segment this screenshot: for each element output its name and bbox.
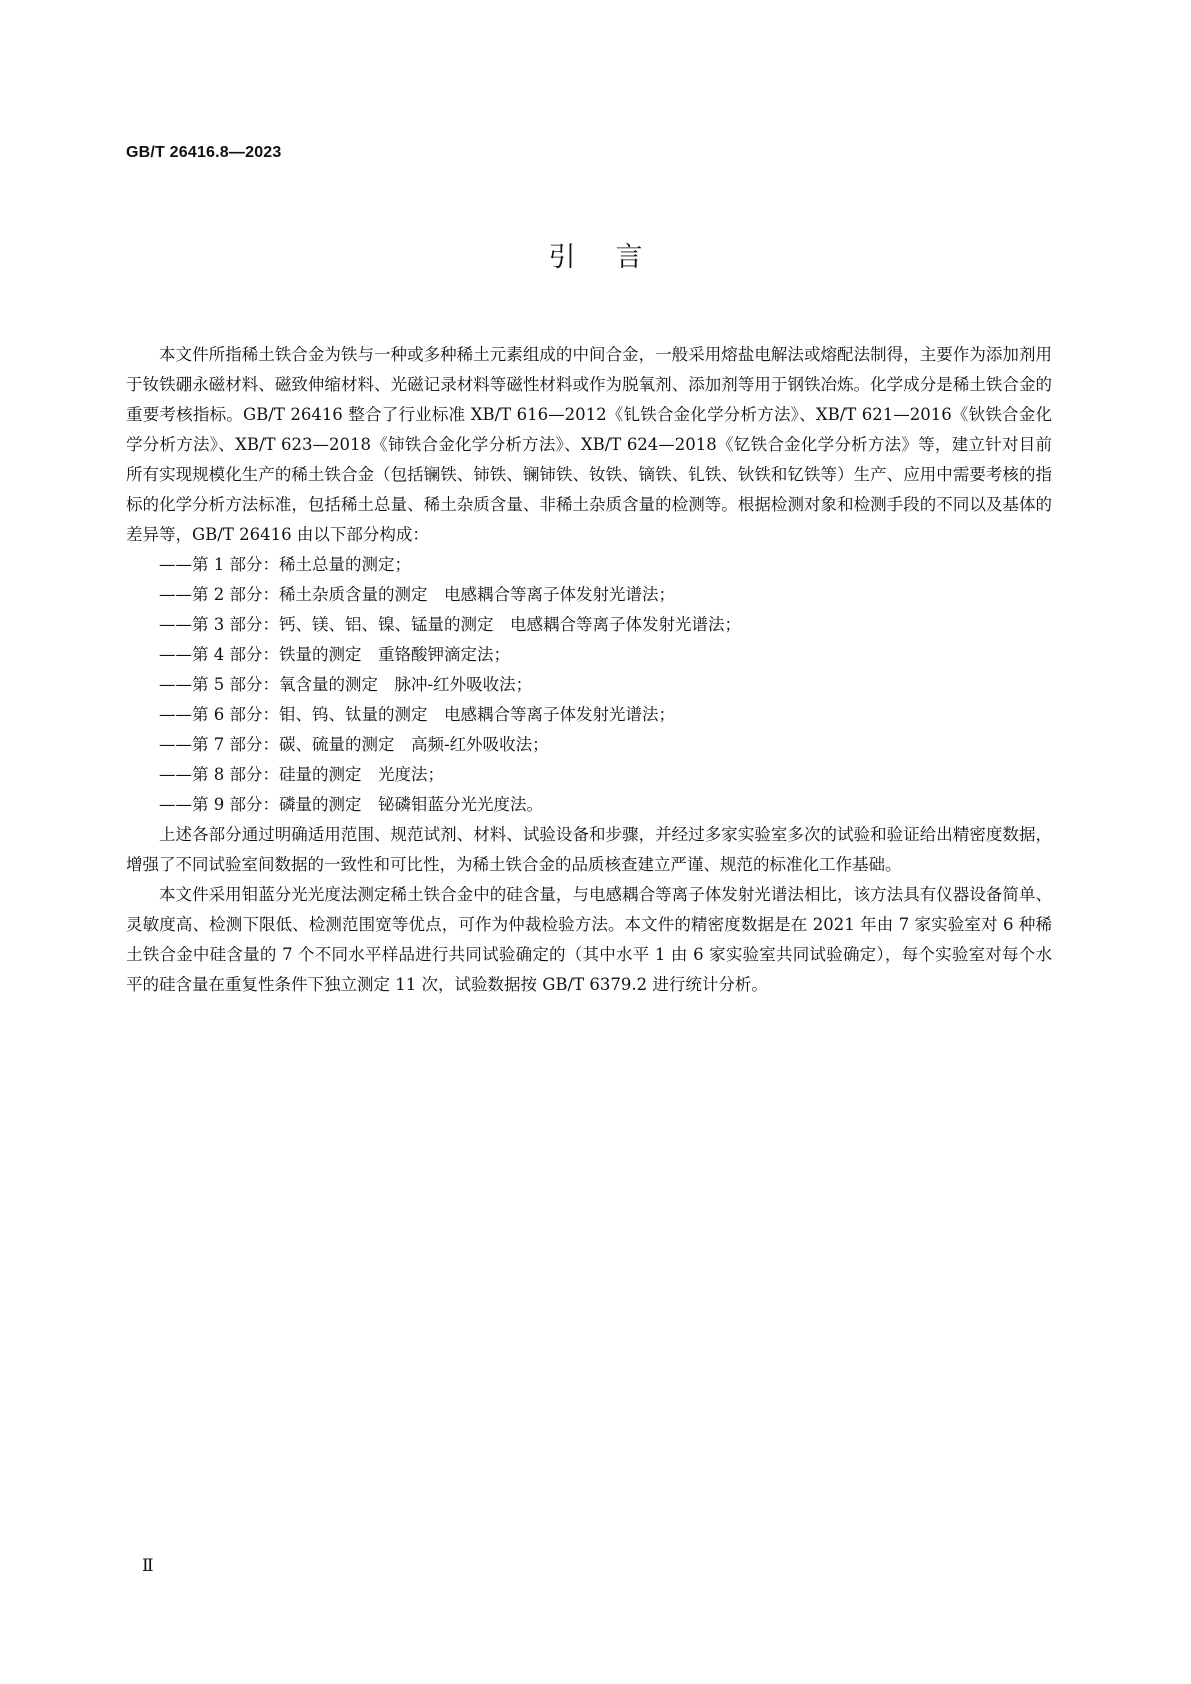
method-paragraph: 本文件采用钼蓝分光光度法测定稀土铁合金中的硅含量，与电感耦合等离子体发射光谱法相比，该方法具有仪器设备简单、灵敏度高、检测下限低、检测范围宽等优点，可作为仲裁检验方法。本文件的精密度数据是在 2021 年由 7 家实验室对 6 种稀土铁合金中硅含量的 7 个不同水平样品进行共同试验确定的（其中水平 1 由 6 家实验室共同试验确定），每个实验室对每个水平的硅含量在重复性条件下独立测定 11 次，试验数据按 GB/T 6379.2 进行统计分析。 (126, 885, 1052, 994)
list-item: ——第 9 部分：磷量的测定 铋磷钼蓝分光光度法。 (159, 795, 543, 814)
list-item: ——第 8 部分：硅量的测定 光度法； (159, 765, 444, 784)
parts-list (126, 550, 1052, 820)
page-title: 引言 (548, 242, 683, 273)
list-item: ——第 2 部分：稀土杂质含量的测定 电感耦合等离子体发射光谱法； (159, 585, 675, 604)
intro-paragraph: 本文件所指稀土铁合金为铁与一种或多种稀土元素组成的中间合金，一般采用熔盐电解法或熔配法制得，主要作为添加剂用于钕铁硼永磁材料、磁致伸缩材料、光磁记录材料等磁性材料或作为脱氧剂、添加剂等用于钢铁冶炼。化学成分是稀土铁合金的重要考核指标。GB/T 26416 整合了行业标准 XB/T 616—2012《钆铁合金化学分析方法》、XB/T 621—2016《钬铁合金化学分析方法》、XB/T 623—2018《铈铁合金化学分析方法》、XB/T 624—2018《钇铁合金化学分析方法》等，建立针对目前所有实现规模化生产的稀土铁合金（包括镧铁、铈铁、镧铈铁、钕铁、镝铁、钆铁、钬铁和钇铁等）生产、应用中需要考核的指标的化学分析方法标准，包括稀土总量、稀土杂质含量、非稀土杂质含量的检测等。根据检测对象和检测手段的不同以及基体的差异等，GB/T 26416 由以下部分构成： (126, 345, 1052, 544)
summary-paragraph: 上述各部分通过明确适用范围、规范试剂、材料、试验设备和步骤，并经过多家实验室多次的试验和验证给出精密度数据，增强了不同试验室间数据的一致性和可比性，为稀土铁合金的品质核查建立严谨、规范的标准化工作基础。 (126, 825, 1052, 874)
list-item: ——第 3 部分：钙、镁、铝、镍、锰量的测定 电感耦合等离子体发射光谱法； (159, 615, 741, 634)
list-item: ——第 5 部分：氧含量的测定 脉冲-红外吸收法； (159, 675, 533, 694)
page-number: Ⅱ (142, 1556, 154, 1576)
list-item: ——第 1 部分：稀土总量的测定； (159, 555, 411, 574)
standard-code: GB/T 26416.8—2023 (126, 144, 282, 161)
list-item: ——第 6 部分：钼、钨、钛量的测定 电感耦合等离子体发射光谱法； (159, 705, 675, 724)
list-item: ——第 7 部分：碳、硫量的测定 高频-红外吸收法； (159, 735, 549, 754)
document-body (126, 340, 1052, 1000)
list-item: ——第 4 部分：铁量的测定 重铬酸钾滴定法； (159, 645, 510, 664)
